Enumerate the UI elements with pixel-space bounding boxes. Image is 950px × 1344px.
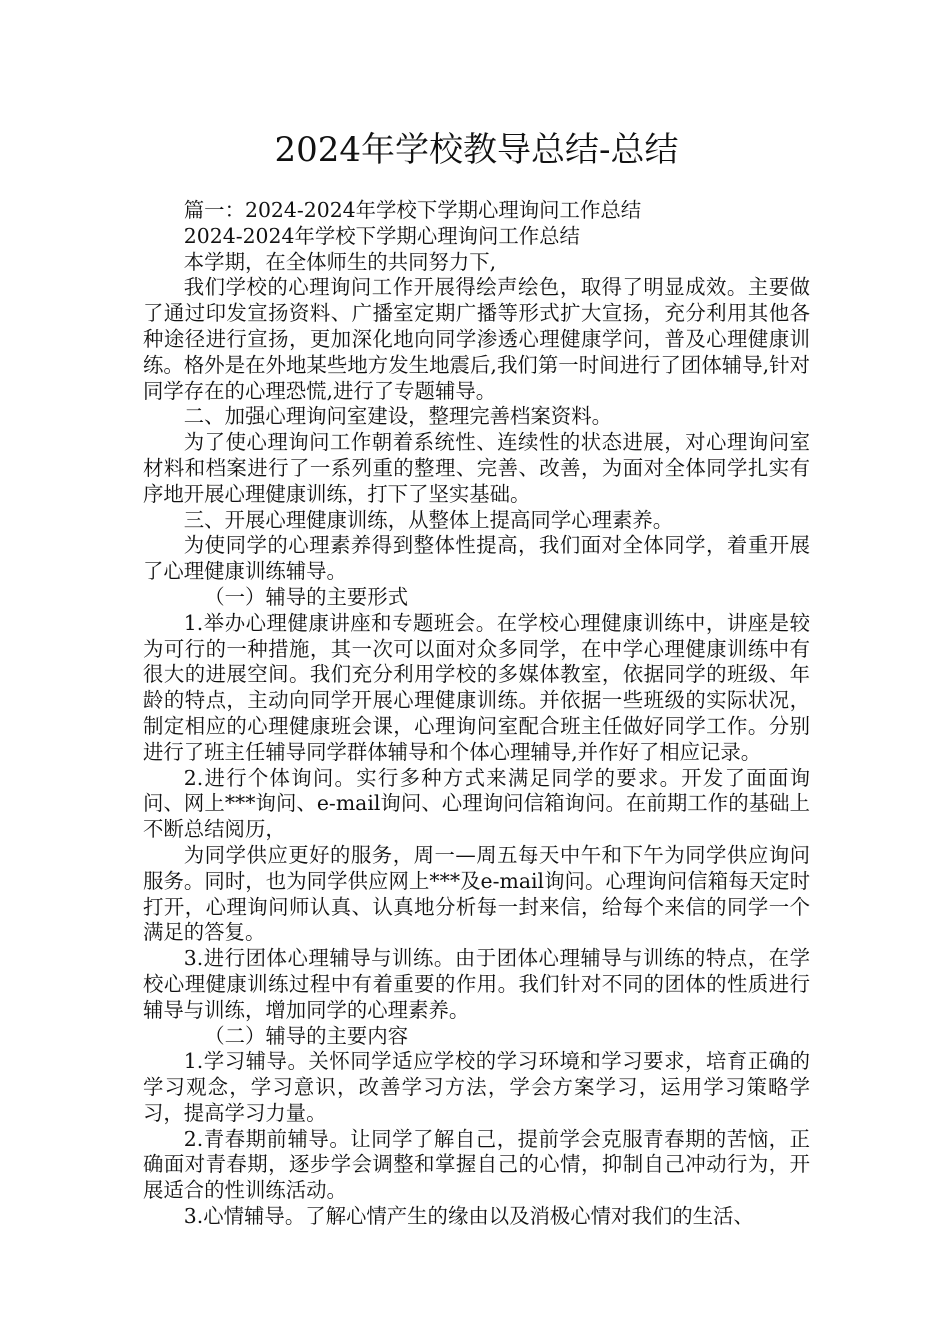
document-page (143, 0, 810, 1230)
body-paragraph: 3.进行团体心理辅导与训练。由于团体心理辅导与训练的特点，在学校心理健康训练过程中有着重要的作用。我们针对不同的团体的性质进行辅导与训练，增加同学的心理素养。 (143, 946, 810, 1022)
body-paragraph: 2024-2024年学校下学期心理询问工作总结 (183, 223, 580, 248)
body-paragraph: 2.进行个体询问。实行多种方式来满足同学的要求。开发了面面询问、网上***询问、e-mail询问、心理询问信箱询问。在前期工作的基础上不断总结阅历， (143, 765, 810, 842)
body-paragraph: 二、加强心理询问室建设，整理完善档案资料。 (183, 404, 612, 429)
body-paragraph: 篇一：2024-2024年学校下学期心理询问工作总结 (183, 198, 642, 222)
body-paragraph: 为了使心理询问工作朝着系统性、连续性的状态进展，对心理询问室材料和档案进行了一系列重的整理、完善、改善，为面对全体同学扎实有序地开展心理健康训练，打下了坚实基础。 (143, 430, 810, 506)
body-paragraph: 我们学校的心理询问工作开展得绘声绘色，取得了明显成效。主要做了通过印发宣扬资料、广播室定期广播等形式扩大宣扬，充分利用其他各种途径进行宣扬，更加深化地向同学渗透心理健康学问，普及心理健康训练。格外是在外地某些地方发生地震后,我们第一时间进行了团体辅导,针对同学存在的心理恐慌,进行了专题辅导。 (143, 275, 810, 403)
section-subheading: （一）辅导的主要形式 (204, 584, 409, 609)
body-paragraph: 三、开展心理健康训练，从整体上提高同学心理素养。 (183, 507, 674, 532)
body-paragraph: 为同学供应更好的服务，周一—周五每天中午和下午为同学供应询问服务。同时，也为同学供应网上***及e-mail询问。心理询问信箱每天定时打开，心理询问师认真、认真地分析每一封来信，给每个来信的同学一个满足的答复。 (143, 842, 810, 945)
body-paragraph: 3.心情辅导。了解心情产生的缘由以及消极心情对我们的生活、 (183, 1204, 754, 1229)
document-title: 2024年学校教导总结-总结 (274, 130, 679, 170)
body-paragraph: 本学期，在全体师生的共同努力下, (183, 249, 497, 274)
document-body (143, 198, 810, 1230)
body-paragraph: 2.青春期前辅导。让同学了解自己，提前学会克服青春期的苦恼，正确面对青春期，逐步学会调整和掌握自己的心情，抑制自己冲动行为，开展适合的性训练活动。 (143, 1126, 810, 1203)
body-paragraph: 1.学习辅导。关怀同学适应学校的学习环境和学习要求，培育正确的学习观念，学习意识，改善学习方法，学会方案学习，运用学习策略学习，提高学习力量。 (143, 1049, 810, 1125)
body-paragraph: 为使同学的心理素养得到整体性提高，我们面对全体同学，着重开展了心理健康训练辅导。 (143, 533, 810, 584)
body-paragraph: 1.举办心理健康讲座和专题班会。在学校心理健康训练中，讲座是较为可行的一种措施，其一次可以面对众多同学，在中学心理健康训练中有很大的进展空间。我们充分利用学校的多媒体教室，依据同学的班级、年龄的特点，主动向同学开展心理健康训练。并依据一些班级的实际状况，制定相应的心理健康班会课，心理询问室配合班主任做好同学工作。分别进行了班主任辅导同学群体辅导和个体心理辅导,并作好了相应记录。 (143, 610, 810, 764)
section-subheading: （二）辅导的主要内容 (204, 1023, 409, 1048)
